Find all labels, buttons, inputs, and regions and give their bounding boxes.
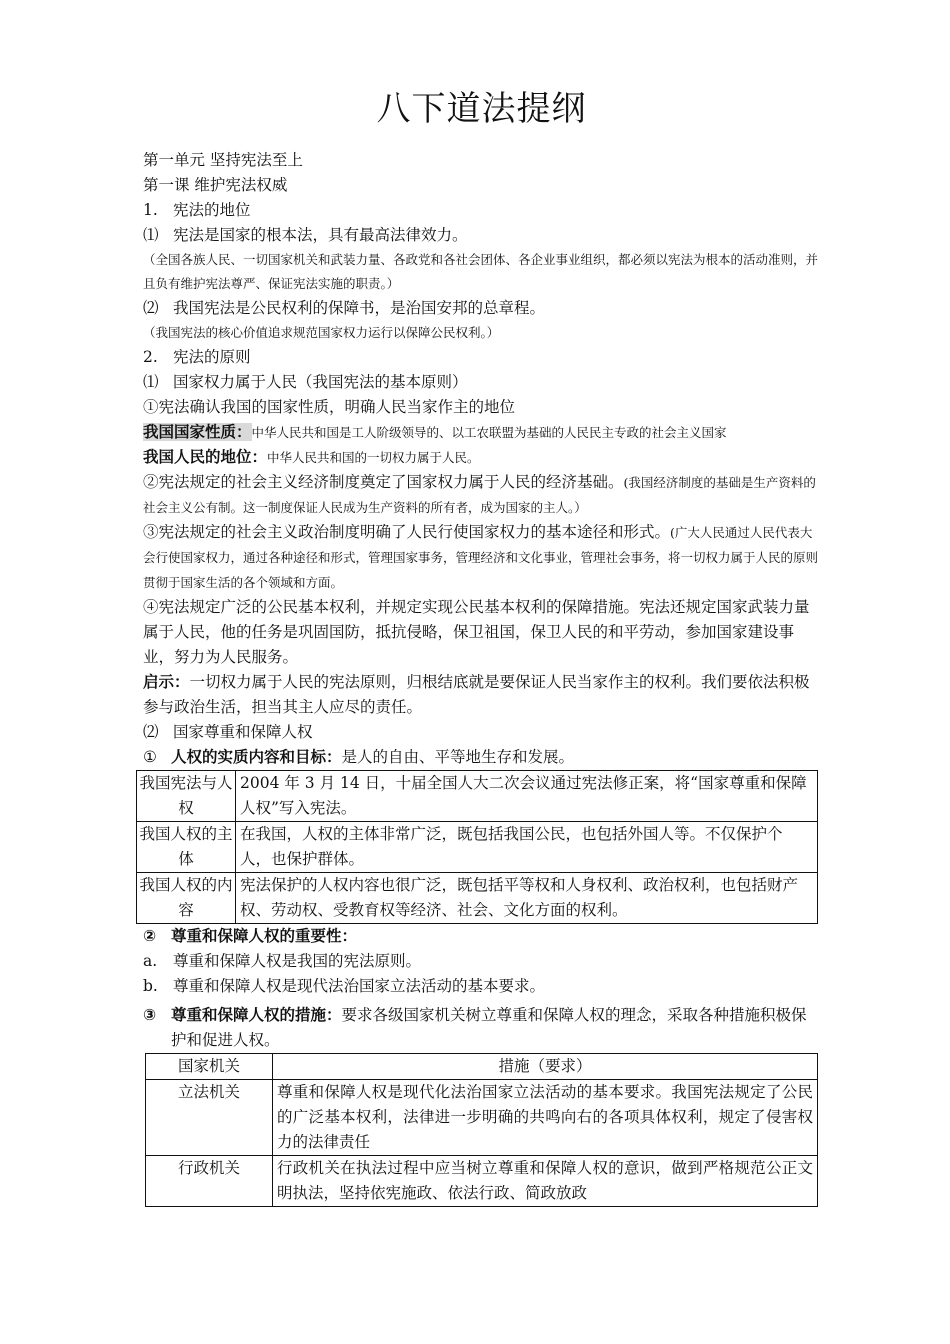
paragraph-2: [143, 470, 820, 520]
importance-a: [143, 949, 820, 974]
section-text: 宪法的原则: [173, 348, 251, 366]
section-1-heading: [143, 198, 820, 223]
paragraph-2-note: (我国经济制度的基础是生产资料的社会主义公有制。这一制度保证人民成为生产资料的所有者，成为国家的主人。）: [143, 475, 816, 515]
paragraph-4: ④宪法规定广泛的公民基本权利，并规定实现公民基本权利的保障措施。宪法还规定国家武装力量属于人民，他的任务是巩固国防，抵抗侵略，保卫祖国，保卫人民的和平劳动，参加国家建设事业，努力为人民服务。: [143, 598, 810, 666]
section-2-heading: [143, 345, 820, 370]
insight-text: 一切权力属于人民的宪法原则，归根结底就是要保证人民当家作主的权利。我们要依法积极参与政治生活，担当其主人应尽的责任。: [143, 673, 810, 716]
table-value-cell: 宪法保护的人权内容也很广泛，既包括平等权和人身权利、政治权利，也包括财产权、劳动权、受教育权等经济、社会、文化方面的权利。: [236, 873, 818, 924]
unit-heading: 第一单元 坚持宪法至上: [143, 151, 303, 169]
paragraph-3-main: ③宪法规定的社会主义政治制度明确了人民行使国家权力的基本途径和形式。: [143, 523, 671, 541]
section-number: 2.: [143, 348, 158, 366]
point-2-1: [143, 370, 820, 395]
insight-label: 启示：: [143, 673, 190, 691]
table-value-cell: 在我国，人权的主体非常广泛，既包括我国公民，也包括外国人等。不仅保护个人，也保护群体。: [236, 822, 818, 873]
point-number: ⑵: [143, 299, 159, 317]
human-rights-essence-text: 是人的自由、平等地生存和发展。: [341, 748, 575, 766]
item-text: 尊重和保障人权是我国的宪法原则。: [173, 952, 422, 970]
table-value-cell: 尊重和保障人权是现代化法治国家立法活动的基本要求。我国宪法规定了公民的广泛基本权利，法律进一步明确的共鸣向右的各项具体权利，规定了侵害权力的法律责任: [273, 1080, 818, 1156]
human-rights-essence-label: 人权的实质内容和目标：: [171, 748, 342, 766]
table-value-cell: 行政机关在执法过程中应当树立尊重和保障人权的意识，做到严格规范公正文明执法，坚持依宪施政、依法行政、简政放政: [273, 1156, 818, 1207]
point-text: 国家尊重和保障人权: [173, 723, 313, 741]
state-organs-table: [145, 1053, 818, 1207]
table-row: [146, 1156, 818, 1207]
point-2-2: [143, 720, 820, 745]
human-rights-measures: [143, 1003, 820, 1053]
table-row: [137, 771, 818, 822]
human-rights-essence: [143, 745, 820, 770]
lesson-heading: 第一课 维护宪法权威: [143, 176, 288, 194]
point-1-2: [143, 296, 820, 321]
insight-paragraph: [143, 670, 820, 720]
item-letter: b.: [143, 977, 158, 995]
table-row: [137, 873, 818, 924]
paragraph-3: [143, 520, 820, 595]
note-1-1: （全国各族人民、一切国家机关和武装力量、各政党和各社会团体、各企业事业组织，都必须以宪法为根本的活动准则，并且负有维护宪法尊严、保证宪法实施的职责。）: [143, 252, 819, 291]
table-key-cell: 我国人权的内容: [137, 873, 236, 924]
national-nature-label: 我国国家性质：: [143, 423, 252, 441]
human-rights-importance: [143, 924, 820, 949]
human-rights-table: [136, 770, 818, 924]
point-1-1: [143, 223, 820, 248]
point-number: ⑵: [143, 723, 159, 741]
point-text: 我国宪法是公民权利的保障书，是治国安邦的总章程。: [173, 299, 546, 317]
item-text: 尊重和保障人权是现代法治国家立法活动的基本要求。: [173, 977, 546, 995]
item-number: ③: [143, 1006, 157, 1024]
point-text: 国家权力属于人民（我国宪法的基本原则）: [173, 373, 468, 391]
people-status-label: 我国人民的地位：: [143, 448, 268, 466]
human-rights-importance-label: 尊重和保障人权的重要性：: [171, 927, 358, 945]
table-header-row: [146, 1054, 818, 1080]
table-row: [146, 1080, 818, 1156]
human-rights-measures-label: 尊重和保障人权的措施：: [171, 1006, 342, 1024]
document-title: 八下道法提纲: [376, 89, 587, 129]
table-key-cell: 我国宪法与人权: [137, 771, 236, 822]
people-status-text: 中华人民共和国的一切权力属于人民。: [267, 450, 480, 465]
table-header-cell: 措施（要求）: [273, 1054, 818, 1080]
human-rights-measures-text: 要求各级国家机关树立尊重和保障人权的理念，采取各种措施积极保护和促进人权。: [171, 1006, 807, 1049]
table-header-cell: 国家机关: [146, 1054, 273, 1080]
national-nature-line: [143, 420, 820, 445]
section-number: 1.: [143, 201, 158, 219]
document-body: [139, 148, 820, 1207]
table-row: [137, 822, 818, 873]
paragraph-2-main: ②宪法规定的社会主义经济制度奠定了国家权力属于人民的经济基础。: [143, 473, 624, 491]
table-value-cell: 2004 年 3 月 14 日，十届全国人大二次会议通过宪法修正案，将“国家尊重和保障人权”写入宪法。: [236, 771, 818, 822]
table-key-cell: 我国人权的主体: [137, 822, 236, 873]
item-number: ①: [143, 748, 157, 766]
people-status-line: [143, 445, 820, 470]
importance-b: [143, 974, 820, 999]
point-text: 宪法是国家的根本法，具有最高法律效力。: [173, 226, 468, 244]
table-key-cell: 立法机关: [146, 1080, 273, 1156]
point-number: ⑴: [143, 373, 159, 391]
section-text: 宪法的地位: [173, 201, 251, 219]
national-nature-text: 中华人民共和国是工人阶级领导的、以工农联盟为基础的人民民主专政的社会主义国家: [251, 425, 727, 440]
paragraph-1: ①宪法确认我国的国家性质，明确人民当家作主的地位: [143, 398, 516, 416]
item-number: ②: [143, 927, 157, 945]
paragraph-3-note: (广大人民通过人民代表大会行使国家权力，通过各种途径和形式，管理国家事务，管理经济和文化事业，管理社会事务，将一切权力属于人民的原则贯彻于国家生活的各个领域和方面。: [143, 525, 819, 590]
table-key-cell: 行政机关: [146, 1156, 273, 1207]
note-1-2: （我国宪法的核心价值追求规范国家权力运行以保障公民权利。）: [143, 325, 500, 340]
point-number: ⑴: [143, 226, 159, 244]
item-letter: a.: [143, 952, 158, 970]
